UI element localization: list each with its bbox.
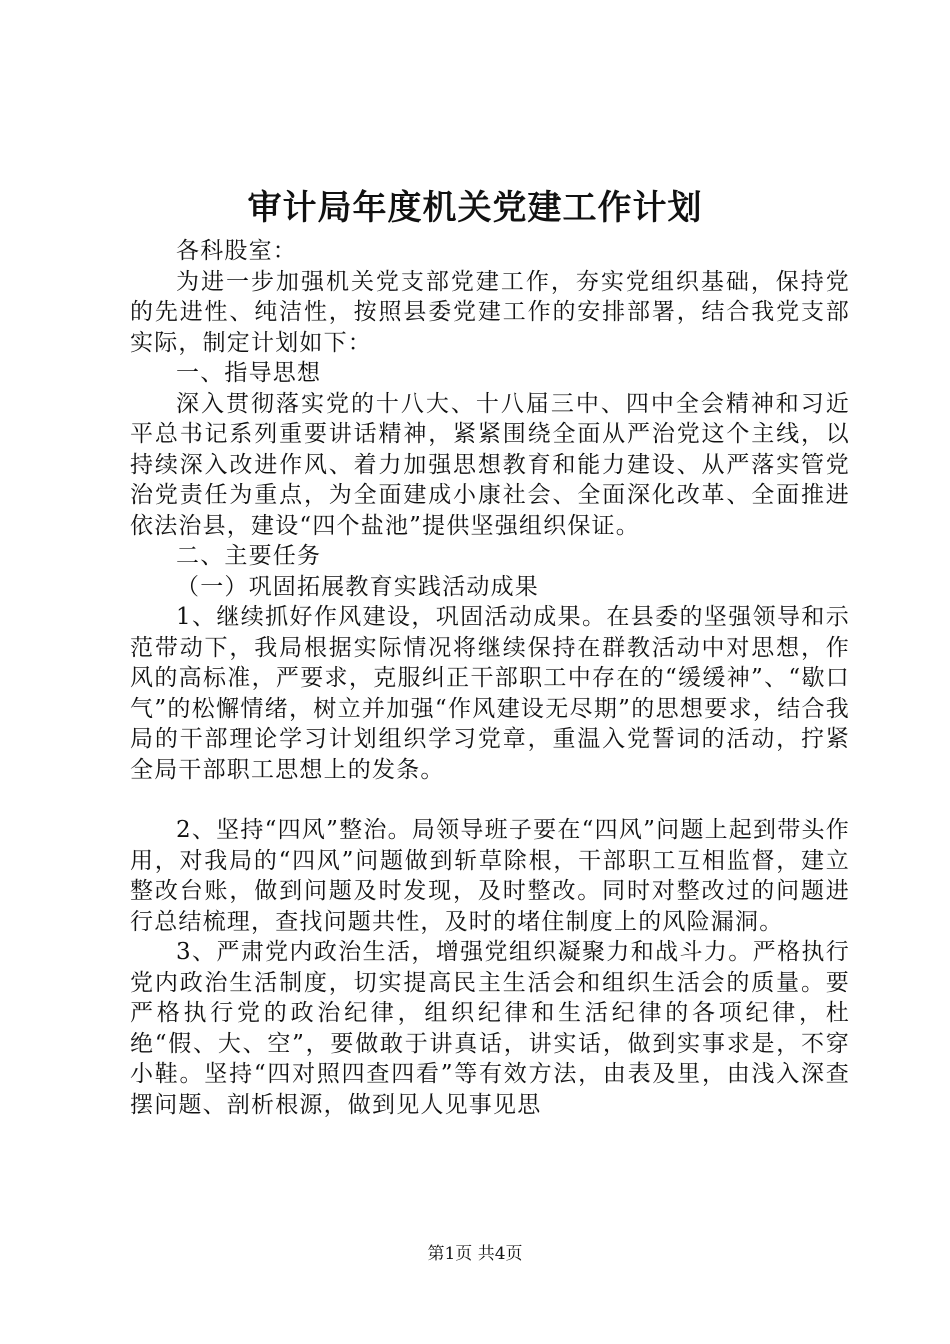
task-paragraph-1: 1、继续抓好作风建设，巩固活动成果。在县委的坚强领导和示范带动下，我局根据实际情况将继续保持在群教活动中对思想，作风的高标准，严要求，克服纠正干部职工中存在的“缓缓神”、“歇口气”的松懈情绪，树立并加强“作风建设无尽期”的思想要求，结合我局的干部理论学习计划组织学习党章，重温入党誓词的活动，拧紧全局干部职工思想上的发条。 (130, 604, 850, 783)
task-paragraph-3: 3、严肃党内政治生活，增强党组织凝聚力和战斗力。严格执行党内政治生活制度，切实提高民主生活会和组织生活会的质量。要严格执行党的政治纪律，组织纪律和生活纪律的各项纪律，杜绝“假、大、空”，要做敢于讲真话，讲实话，做到实事求是，不穿小鞋。坚持“四对照四查四看”等有效方法，由表及里，由浅入深查摆问题、剖析根源，做到见人见事见思 (130, 939, 850, 1118)
salutation: 各科股室： (176, 238, 297, 264)
document-body (130, 236, 850, 1120)
page-number-footer: 第1页 共4页 (427, 1244, 523, 1264)
intro-paragraph: 为进一步加强机关党支部党建工作，夯实党组织基础，保持党的先进性、纯洁性，按照县委党建工作的安排部署，结合我党支部实际，制定计划如下： (130, 268, 850, 356)
section-heading-guiding-ideology: 一、指导思想 (176, 360, 322, 386)
document-title: 审计局年度机关党建工作计划 (247, 188, 703, 228)
section-heading-main-tasks: 二、主要任务 (176, 543, 322, 569)
task-paragraph-2: 2、坚持“四风”整治。局领导班子要在“四风”问题上起到带头作用，对我局的“四风”问题做到斩草除根，干部职工互相监督，建立整改台账，做到问题及时发现，及时整改。同时对整改过的问题进行总结梳理，查找问题共性，及时的堵住制度上的风险漏洞。 (130, 817, 850, 935)
guiding-ideology-paragraph: 深入贯彻落实党的十八大、十八届三中、四中全会精神和习近平总书记系列重要讲话精神，紧紧围绕全面从严治党这个主线，以持续深入改进作风、着力加强思想教育和能力建设、从严落实管党治党责任为重点，为全面建成小康社会、全面深化改革、全面推进依法治县，建设“四个盐池”提供坚强组织保证。 (130, 390, 850, 539)
subsection-heading-1: （一）巩固拓展教育实践活动成果 (176, 573, 539, 600)
